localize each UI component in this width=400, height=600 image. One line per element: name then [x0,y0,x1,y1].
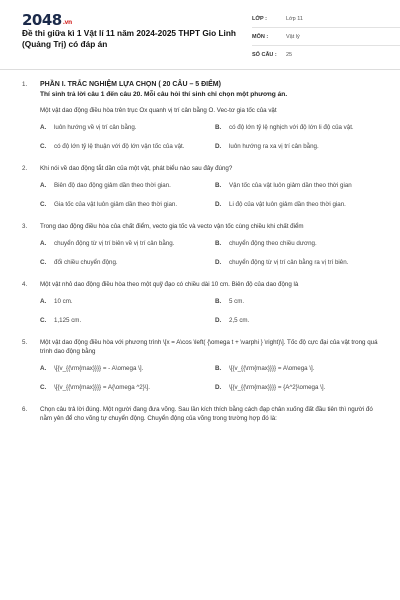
option-text: 10 cm. [54,297,73,305]
option-b[interactable] [215,361,382,375]
question-body [40,405,382,428]
option-letter: C. [40,258,47,266]
option-text: chuyển động từ vị trí cân bằng ra vị trí biên. [229,258,349,266]
question-text: Một vật nhỏ dao động điều hòa theo một quỹ đạo có chiều dài 10 cm. Biên độ của dao động là [40,281,299,288]
question-text: Một vật dao động điều hòa trên trục Ox quanh vị trí cân bằng O. Vec-tơ gia tốc của vật [40,107,277,114]
option-letter: B. [215,297,222,305]
answer-options [40,178,382,211]
option-text: \[{v_{{\rm{max}}}} = A{\omega ^2}\]. [54,383,150,391]
option-text: \[{v_{{\rm{max}}}} = - A\omega \]. [54,364,144,372]
option-letter: B. [215,239,222,247]
option-letter: B. [215,181,222,189]
option-text: Gia tốc của vật luôn giảm dần theo thời gian. [54,200,178,208]
option-letter: C. [40,316,47,324]
option-d[interactable] [215,255,382,269]
option-text: 2,5 cm. [229,316,250,324]
question-body [40,338,382,394]
question-body [40,222,382,269]
question-6 [22,405,382,428]
document-title: Đề thi giữa kì 1 Vật lí 11 năm 2024-2025 THPT Gio Linh (Quảng Trị) có đáp án [22,28,236,49]
option-c[interactable] [40,380,207,394]
question-text: Trong dao động điều hòa của chất điểm, vecto gia tốc và vecto vận tốc cùng chiều khi chất điểm [40,223,304,230]
question-text: Khi nói về dao động tắt dần của một vật, phát biểu nào sau đây đúng? [40,165,233,172]
question-body [40,164,382,211]
question-2 [22,164,382,211]
question-body [40,280,382,327]
exam-content [22,80,382,439]
answer-options [40,236,382,269]
question-text: Chọn câu trả lời đúng. Một người đang đưa võng. Sau lần kích thích bằng cách đạp chân xuống đất đầu tiên thì người đó nằm yên để cho võng tự chuyển động. Chuyển động của võng trong trường hợp đó là: [40,406,373,422]
question-number: 2. [22,165,28,172]
question-text: Một vật dao động điều hòa với phương trình \[x = A\cos \left( {\omega t + \varphi } \right)\]. Tốc độ cực đại của vật trong quá trình dao động bằng [40,339,378,355]
option-letter: C. [40,142,47,150]
option-letter: B. [215,123,222,131]
option-text: có độ lớn tỷ lệ nghịch với độ lớn li độ của vật. [229,123,354,131]
option-b[interactable] [215,294,382,308]
option-d[interactable] [215,313,382,327]
option-text: đổi chiều chuyển động. [54,258,118,266]
option-b[interactable] [215,120,382,134]
question-1 [22,80,382,153]
option-a[interactable] [40,120,207,134]
page-header [14,0,386,68]
option-letter: D. [215,316,222,324]
option-a[interactable] [40,361,207,375]
option-text: Li độ của vật luôn giảm dần theo thời gian. [229,200,346,208]
option-text: 5 cm. [229,297,245,305]
meta-key: SỐ CÂU : [252,52,277,58]
option-text: 1,125 cm. [54,316,82,324]
question-5 [22,338,382,394]
option-text: Biên độ dao động giảm dần theo thời gian. [54,181,171,189]
option-text: có độ lớn tỷ lệ thuận với độ lớn vận tốc của vật. [54,142,185,150]
logo-suffix: .vn [62,19,72,26]
meta-row-subject [252,28,400,46]
meta-key: MÔN : [252,33,269,40]
option-d[interactable] [215,197,382,211]
option-text: luôn hướng ra xa vị trí cân bằng. [229,142,319,150]
option-letter: B. [215,364,222,372]
meta-row-count [252,46,400,64]
option-c[interactable] [40,139,207,153]
option-b[interactable] [215,236,382,250]
option-text: chuyển động theo chiều dương. [229,239,317,247]
option-a[interactable] [40,236,207,250]
option-letter: A. [40,181,47,189]
question-number: 3. [22,223,28,230]
option-d[interactable] [215,380,382,394]
option-letter: C. [40,383,47,391]
option-letter: D. [215,142,222,150]
meta-value: 25 [286,52,293,58]
question-4 [22,280,382,327]
option-c[interactable] [40,313,207,327]
option-text: \[{v_{{\rm{max}}}} = {A^2}\omega \]. [229,383,326,391]
option-a[interactable] [40,294,207,308]
meta-value: Vật lý [286,33,300,40]
option-c[interactable] [40,255,207,269]
option-letter: C. [40,200,47,208]
option-b[interactable] [215,178,382,192]
option-letter: A. [40,123,47,131]
question-3 [22,222,382,269]
option-text: Vận tốc của vật luôn giảm dần theo thời gian [229,181,352,189]
answer-options [40,294,382,327]
section-subtitle: Thí sinh trả lời câu 1 đến câu 20. Mỗi câu hỏi thí sinh chỉ chọn một phương án. [40,91,288,98]
question-number: 5. [22,339,28,346]
header-divider [0,69,400,70]
option-letter: D. [215,200,222,208]
question-number: 6. [22,406,28,413]
meta-row-class [252,10,400,28]
option-letter: D. [215,383,222,391]
meta-table [252,10,400,64]
option-d[interactable] [215,139,382,153]
meta-key: LỚP : [252,15,267,22]
answer-options [40,120,382,153]
option-letter: D. [215,258,222,266]
option-letter: A. [40,297,47,305]
option-text: luôn hướng về vị trí cân bằng. [54,123,137,131]
answer-options [40,361,382,394]
question-number: 4. [22,281,28,288]
option-letter: A. [40,239,47,247]
logo-text: 2048 [22,11,62,29]
option-text: \[{v_{{\rm{max}}}} = A\omega \]. [229,364,315,372]
option-c[interactable] [40,197,207,211]
question-body [40,80,382,153]
meta-value: Lớp 11 [286,15,303,22]
option-text: chuyển động từ vị trí biên về vị trí cân bằng. [54,239,175,247]
question-number: 1. [22,81,28,88]
section-title: PHẦN I. TRẮC NGHIỆM LỰA CHỌN ( 20 CÂU – 5 ĐIỂM) [40,81,221,88]
site-logo[interactable] [22,11,72,29]
option-letter: A. [40,364,47,372]
option-a[interactable] [40,178,207,192]
